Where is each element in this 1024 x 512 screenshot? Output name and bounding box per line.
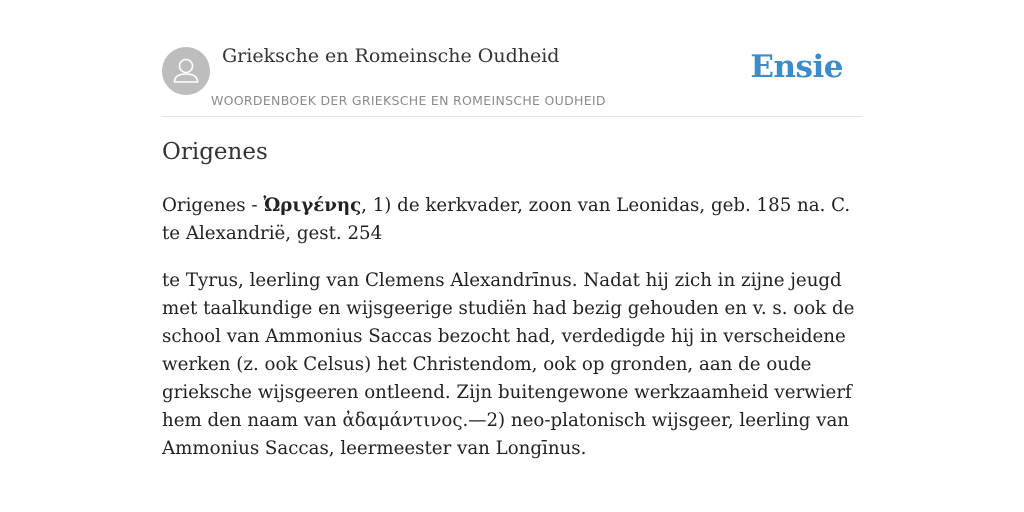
entry-lead-text: Origenes - — [162, 195, 264, 216]
ensie-logo-link[interactable]: Ensie — [750, 49, 843, 85]
user-avatar-icon[interactable] — [162, 47, 210, 95]
entry-greek-term: Ὠριγένης — [263, 195, 362, 216]
dictionary-header — [162, 0, 862, 117]
entry-title: Origenes — [162, 139, 268, 165]
person-outline-icon — [162, 47, 210, 95]
dictionary-title[interactable]: Grieksche en Romeinsche Oudheid — [222, 45, 560, 67]
entry-definition-text: , 1) de kerkvader, zoon van Leonidas, geb. 185 na. C. te Alexandrië, gest. 254 — [162, 195, 851, 244]
entry-paragraph-2: te Tyrus, leerling van Clemens Alexandrīnus. Nadat hij zich in zijne jeugd met taalkundige en wijsgeerige studiën had bezig gehouden en v. s. ook de school van Ammonius Saccas bezocht had, verdedigde hij in verscheidene werken (z. ook Celsus) het Christendom, ook op gronden, aan de oude grieksche wijsgeeren ontleend. Zijn buitengewone werkzaamheid verwierf hem den naam van ἀδαμάντινος.—2) neo-platonisch wijsgeer, leerling van Ammonius Saccas, leermeester van Longīnus. — [162, 270, 855, 459]
dictionary-subtitle: WOORDENBOEK DER GRIEKSCHE EN ROMEINSCHE OUDHEID — [211, 93, 606, 108]
entry-paragraph-1 — [162, 192, 867, 248]
entry-content — [162, 192, 867, 482]
